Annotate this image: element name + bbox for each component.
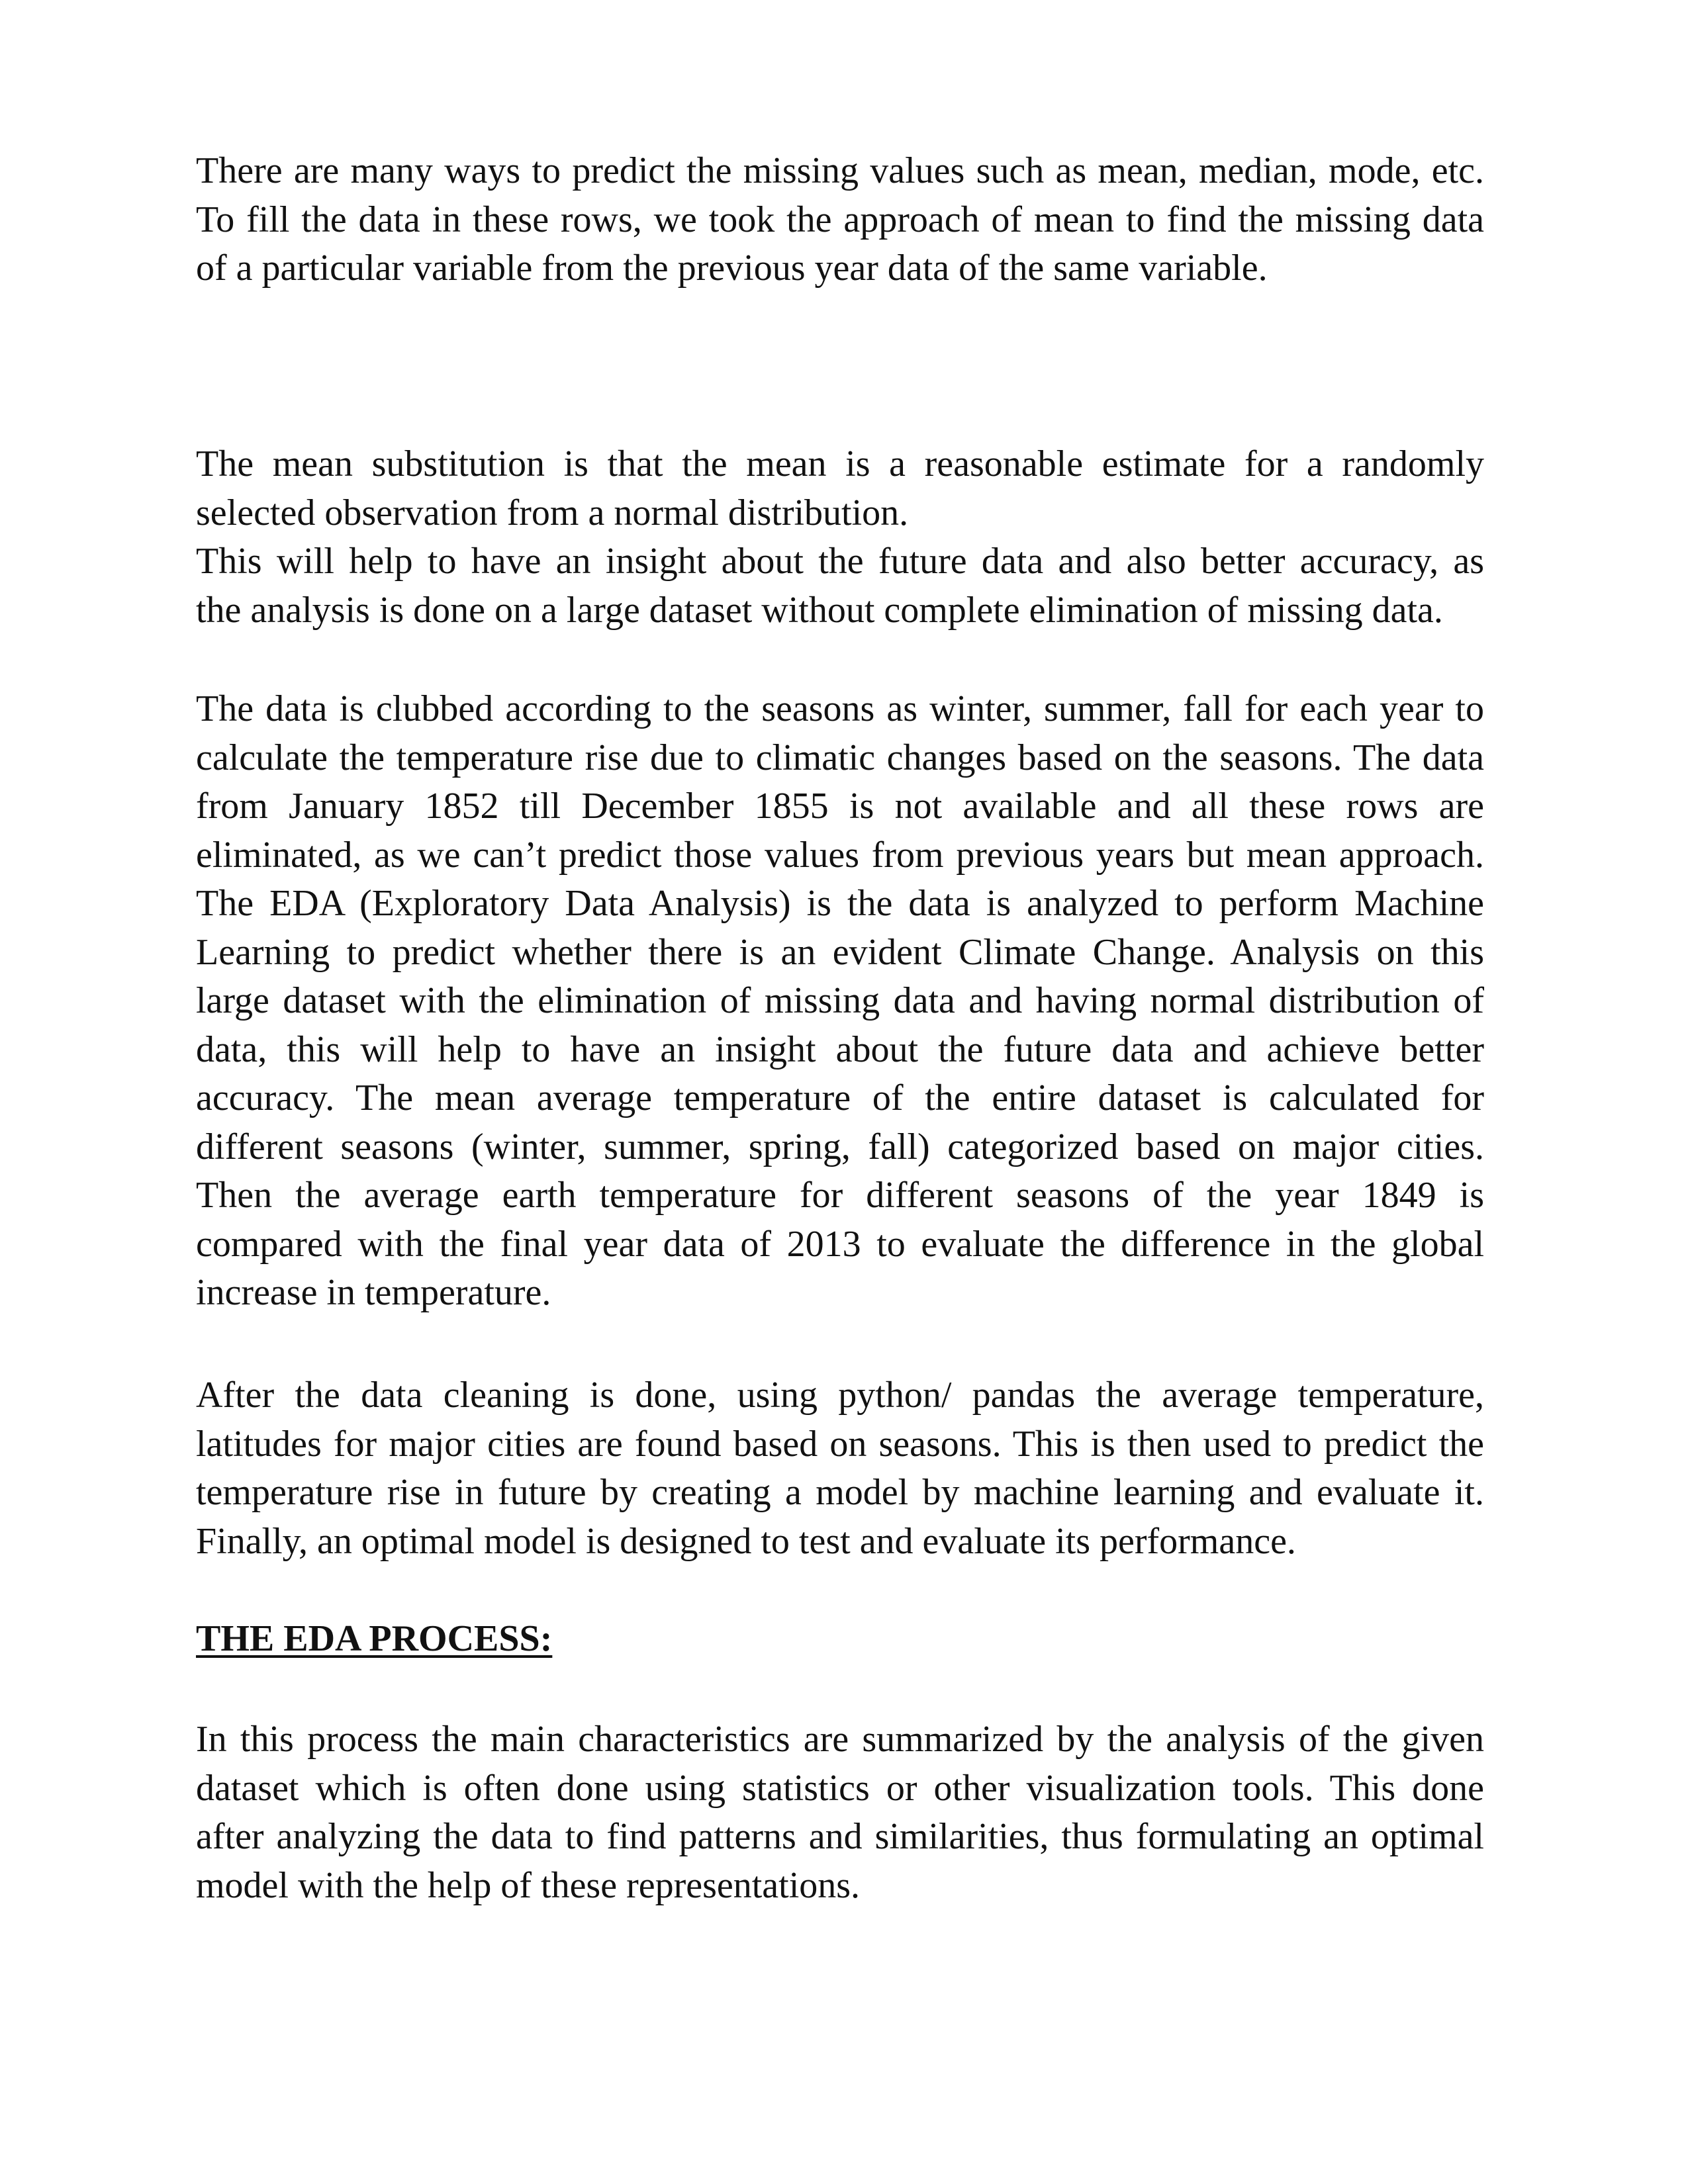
text-line: dataset which is often done using statistics or other visualization tools. This done xyxy=(196,1767,1484,1809)
text-line: model with the help of these representations. xyxy=(196,1864,861,1906)
section-heading: THE EDA PROCESS: xyxy=(196,1618,553,1659)
paragraph-missing-values xyxy=(196,147,1484,293)
text-line: Learning to predict whether there is an evident Climate Change. Analysis on this xyxy=(196,931,1484,973)
text-line: After the data cleaning is done, using python/ pandas the average temperature, xyxy=(196,1375,1484,1416)
text-line: The data is clubbed according to the seasons as winter, summer, fall for each year to xyxy=(196,688,1484,729)
text-line: Then the average earth temperature for different seasons of the year 1849 is xyxy=(196,1175,1484,1216)
text-line: Finally, an optimal model is designed to test and evaluate its performance. xyxy=(196,1520,1296,1562)
text-line: data, this will help to have an insight about the future data and achieve better xyxy=(196,1028,1484,1070)
text-line: accuracy. The mean average temperature of the entire dataset is calculated for xyxy=(196,1077,1484,1118)
text-line: selected observation from a normal distribution. xyxy=(196,492,909,533)
text-line: calculate the temperature rise due to climatic changes based on the seasons. The data xyxy=(196,737,1484,778)
text-line: after analyzing the data to find patterns and similarities, thus formulating an optimal xyxy=(196,1816,1484,1857)
text-line: The mean substitution is that the mean is a reasonable estimate for a randomly xyxy=(196,443,1484,484)
text-line: To fill the data in these rows, we took the approach of mean to find the missing data xyxy=(196,199,1484,240)
paragraph-data-cleaning xyxy=(196,1371,1484,1566)
text-line: This will help to have an insight about the future data and also better accuracy, as xyxy=(196,541,1484,582)
text-line: compared with the final year data of 2013 to evaluate the difference in the global xyxy=(196,1223,1484,1265)
text-line: increase in temperature. xyxy=(196,1272,551,1313)
text-line: eliminated, as we can’t predict those values from previous years but mean approach. xyxy=(196,834,1484,876)
text-line: large dataset with the elimination of missing data and having normal distribution of xyxy=(196,980,1484,1021)
text-line: temperature rise in future by creating a model by machine learning and evaluate it. xyxy=(196,1472,1484,1513)
text-line: The EDA (Exploratory Data Analysis) is the data is analyzed to perform Machine xyxy=(196,883,1484,924)
paragraph-seasons-eda xyxy=(196,685,1484,1318)
text-line: different seasons (winter, summer, spring, fall) categorized based on major cities. xyxy=(196,1126,1484,1167)
text-line: the analysis is done on a large dataset without complete elimination of missing data. xyxy=(196,589,1443,631)
text-line: latitudes for major cities are found based on seasons. This is then used to predict the xyxy=(196,1423,1484,1465)
text-line: There are many ways to predict the missing values such as mean, median, mode, etc. xyxy=(196,150,1484,191)
text-line: of a particular variable from the previous year data of the same variable. xyxy=(196,248,1268,289)
text-line: In this process the main characteristics are summarized by the analysis of the given xyxy=(196,1719,1484,1760)
text-line: from January 1852 till December 1855 is not available and all these rows are xyxy=(196,786,1484,827)
paragraph-eda-process xyxy=(196,1715,1484,1910)
paragraph-mean-substitution xyxy=(196,440,1484,635)
